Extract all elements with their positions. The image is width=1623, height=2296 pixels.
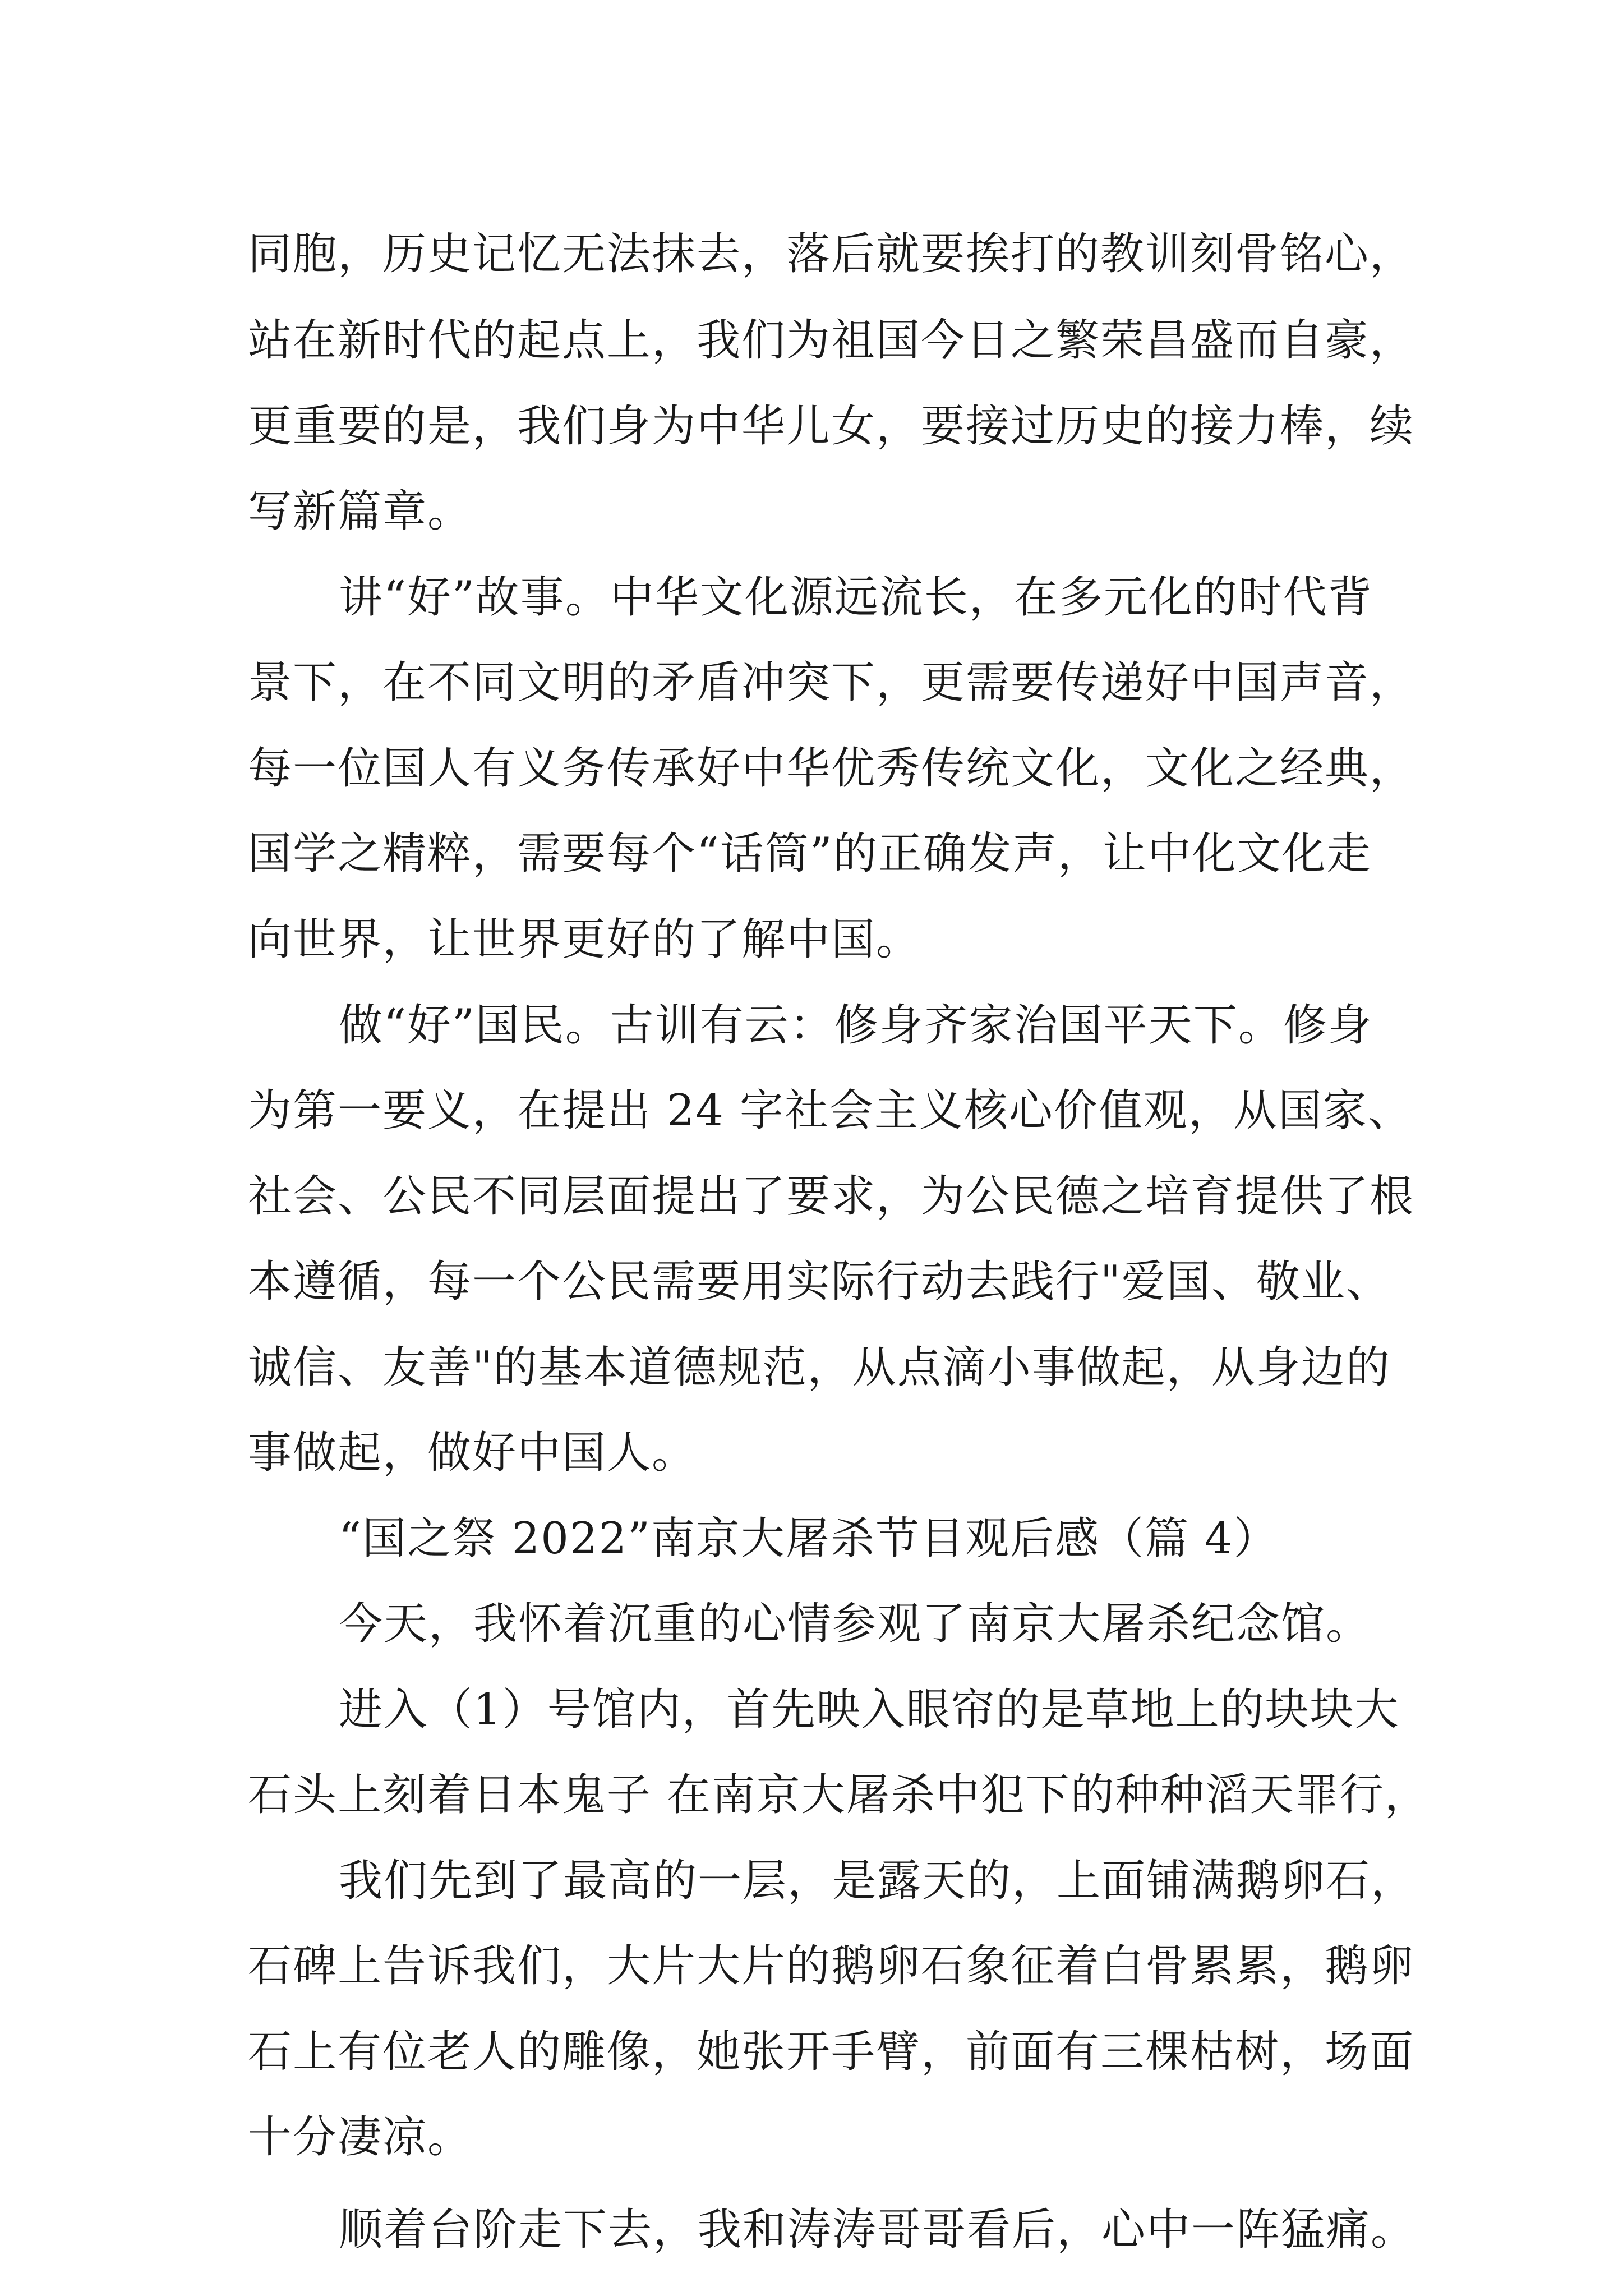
paragraph-start-line: 顺着台阶走下去，我和涛涛哥哥看后，心中一阵猛痛。 [339, 2205, 1416, 2255]
text-line: 诚信、友善"的基本道德规范，从点滴小事做起，从身边的 [248, 1342, 1391, 1393]
text-line: 站在新时代的起点上，我们为祖国今日之繁荣昌盛而自豪， [248, 315, 1415, 366]
text-line: 国学之精粹，需要每个“话筒”的正确发声，让中化文化走 [248, 829, 1372, 879]
text-line: 每一位国人有义务传承好中华优秀传统文化，文化之经典， [248, 743, 1415, 794]
text-line: 事做起，做好中国人。 [248, 1428, 697, 1478]
paragraph-start-line: 今天，我怀着沉重的心情参观了南京大屠杀纪念馆。 [339, 1599, 1371, 1649]
paragraph-start-line: 讲“好”故事。中华文化源远流长，在多元化的时代背 [339, 572, 1373, 623]
text-line: 同胞，历史记忆无法抹去，落后就要挨打的教训刻骨铭心， [248, 229, 1415, 279]
text-line: 社会、公民不同层面提出了要求，为公民德之培育提供了根 [248, 1171, 1415, 1222]
text-line: 石碑上告诉我们，大片大片的鹅卵石象征着白骨累累，鹅卵 [248, 1941, 1415, 1991]
text-line: 更重要的是，我们身为中华儿女，要接过历史的接力棒，续 [248, 401, 1415, 452]
text-line: 写新篇章。 [248, 486, 473, 537]
text-line: 十分凄凉。 [248, 2112, 473, 2162]
section-heading: “国之祭 2022”南京大屠杀节目观后感（篇 4） [339, 1513, 1279, 1564]
text-line: 景下，在不同文明的矛盾冲突下，更需要传递好中国声音， [248, 657, 1415, 708]
text-line: 向世界，让世界更好的了解中国。 [248, 914, 921, 965]
paragraph-start-line: 做“好”国民。古训有云：修身齐家治国平天下。修身 [339, 1000, 1373, 1051]
text-line: 石上有位老人的雕像，她张开手臂，前面有三棵枯树，场面 [248, 2027, 1415, 2077]
text-line: 石头上刻着日本鬼子 在南京大屠杀中犯下的种种滔天罪行， [248, 1770, 1430, 1820]
text-line: 为第一要义，在提出 24 字社会主义核心价值观，从国家、 [248, 1085, 1413, 1136]
paragraph-start-line: 进入（1）号馆内，首先映入眼帘的是草地上的块块大 [339, 1685, 1400, 1735]
text-line: 本遵循，每一个公民需要用实际行动去践行"爱国、敬业、 [248, 1257, 1391, 1307]
paragraph-start-line: 我们先到了最高的一层，是露天的，上面铺满鹅卵石， [339, 1856, 1416, 1906]
